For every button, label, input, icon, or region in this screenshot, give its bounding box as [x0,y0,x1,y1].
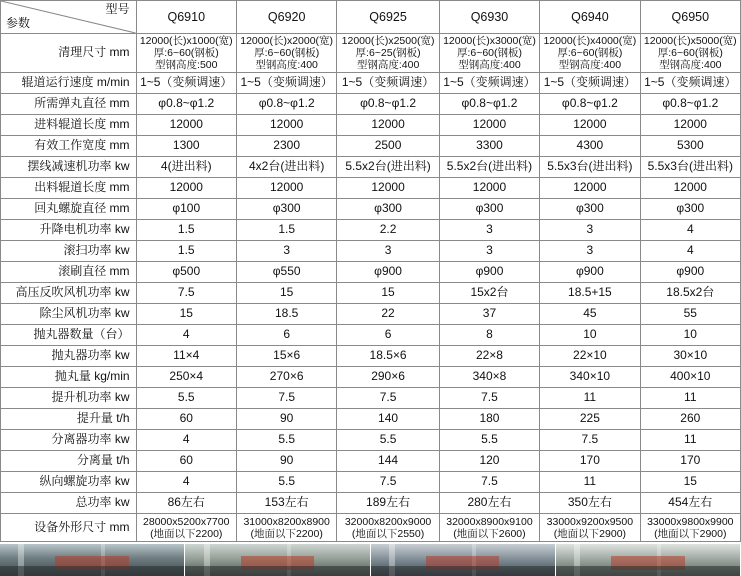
cell-r1-c1: 1~5（变频调速） [236,73,336,94]
photo-strip [0,544,741,576]
row-label: 进料辊道长度 mm [1,115,137,136]
cell-r13-c1: 6 [236,325,336,346]
table-row [1,325,741,346]
cell-r6-c5: 12000 [640,178,740,199]
cell-r9-c1: 3 [236,241,336,262]
cell-r17-c5: 260 [640,409,740,430]
model-header-0: Q6910 [136,1,236,34]
table-row [1,157,741,178]
cell-r22-c3: 32000x8900x9100 (地面以下2600) [439,514,539,542]
table-row [1,451,741,472]
cell-r21-c4: 350左右 [540,493,640,514]
row-label: 有效工作宽度 mm [1,136,137,157]
cell-r15-c4: 340×10 [540,367,640,388]
table-row [1,283,741,304]
cell-r20-c0: 4 [136,472,236,493]
cell-r5-c1: 4x2台(进出料) [236,157,336,178]
cell-r5-c3: 5.5x2台(进出料) [439,157,539,178]
cell-r4-c1: 2300 [236,136,336,157]
cell-r10-c4: φ900 [540,262,640,283]
cell-r6-c4: 12000 [540,178,640,199]
cell-r18-c3: 5.5 [439,430,539,451]
cell-r19-c3: 120 [439,451,539,472]
cell-r6-c3: 12000 [439,178,539,199]
cell-r16-c4: 11 [540,388,640,409]
row-label: 分离器功率 kw [1,430,137,451]
cell-r22-c1: 31000x8200x8900 (地面以下2200) [236,514,336,542]
table-row [1,409,741,430]
cell-r22-c2: 32000x8200x9000 (地面以下2550) [337,514,439,542]
cell-r0-c3: 12000(长)x3000(宽) 厚:6~60(钢板) 型钢高度:400 [439,34,539,73]
row-label: 抛丸器数量（台） [1,325,137,346]
model-header-2: Q6925 [337,1,439,34]
cell-r21-c5: 454左右 [640,493,740,514]
cell-r17-c1: 90 [236,409,336,430]
cell-r13-c3: 8 [439,325,539,346]
cell-r18-c0: 4 [136,430,236,451]
cell-r22-c4: 33000x9200x9500 (地面以下2900) [540,514,640,542]
table-row [1,73,741,94]
cell-r7-c1: φ300 [236,199,336,220]
model-header-3: Q6930 [439,1,539,34]
cell-r11-c5: 18.5x2台 [640,283,740,304]
shot-blasting-machine-photo-3 [371,544,556,576]
cell-r3-c0: 12000 [136,115,236,136]
cell-r21-c3: 280左右 [439,493,539,514]
cell-r14-c3: 22×8 [439,346,539,367]
corner-model-label: 型号 [105,2,130,16]
row-label: 滚刷直径 mm [1,262,137,283]
cell-r4-c3: 3300 [439,136,539,157]
cell-r11-c0: 7.5 [136,283,236,304]
cell-r10-c2: φ900 [337,262,439,283]
table-row [1,136,741,157]
cell-r5-c0: 4(进出料) [136,157,236,178]
cell-r16-c2: 7.5 [337,388,439,409]
cell-r7-c0: φ100 [136,199,236,220]
cell-r18-c1: 5.5 [236,430,336,451]
cell-r5-c2: 5.5x2台(进出料) [337,157,439,178]
cell-r7-c2: φ300 [337,199,439,220]
row-label: 摆线减速机功率 kw [1,157,137,178]
cell-r6-c0: 12000 [136,178,236,199]
row-label: 提升量 t/h [1,409,137,430]
cell-r13-c5: 10 [640,325,740,346]
row-label: 纵向螺旋功率 kw [1,472,137,493]
row-label: 除尘风机功率 kw [1,304,137,325]
cell-r13-c2: 6 [337,325,439,346]
row-label: 出料辊道长度 mm [1,178,137,199]
cell-r16-c0: 5.5 [136,388,236,409]
cell-r9-c4: 3 [540,241,640,262]
cell-r12-c1: 18.5 [236,304,336,325]
cell-r7-c3: φ300 [439,199,539,220]
cell-r17-c4: 225 [540,409,640,430]
table-row [1,514,741,542]
cell-r22-c0: 28000x5200x7700 (地面以下2200) [136,514,236,542]
cell-r7-c5: φ300 [640,199,740,220]
cell-r15-c5: 400×10 [640,367,740,388]
cell-r8-c2: 2.2 [337,220,439,241]
cell-r17-c3: 180 [439,409,539,430]
model-header-4: Q6940 [540,1,640,34]
row-label: 分离量 t/h [1,451,137,472]
row-label: 辊道运行速度 m/min [1,73,137,94]
cell-r19-c5: 170 [640,451,740,472]
table-row [1,94,741,115]
table-row [1,472,741,493]
cell-r3-c5: 12000 [640,115,740,136]
table-row [1,178,741,199]
cell-r8-c0: 1.5 [136,220,236,241]
cell-r14-c5: 30×10 [640,346,740,367]
cell-r11-c3: 15x2台 [439,283,539,304]
cell-r17-c2: 140 [337,409,439,430]
cell-r15-c3: 340×8 [439,367,539,388]
cell-r11-c4: 18.5+15 [540,283,640,304]
cell-r13-c4: 10 [540,325,640,346]
table-row [1,199,741,220]
row-label: 所需弹丸直径 mm [1,94,137,115]
cell-r12-c3: 37 [439,304,539,325]
row-label: 抛丸量 kg/min [1,367,137,388]
cell-r2-c0: φ0.8~φ1.2 [136,94,236,115]
table-row [1,262,741,283]
row-label: 抛丸器功率 kw [1,346,137,367]
cell-r20-c4: 11 [540,472,640,493]
cell-r10-c0: φ500 [136,262,236,283]
cell-r14-c0: 11×4 [136,346,236,367]
cell-r8-c5: 4 [640,220,740,241]
cell-r4-c0: 1300 [136,136,236,157]
cell-r18-c2: 5.5 [337,430,439,451]
cell-r12-c2: 22 [337,304,439,325]
shot-blasting-machine-photo-1 [0,544,185,576]
cell-r18-c4: 7.5 [540,430,640,451]
cell-r11-c2: 15 [337,283,439,304]
table-row [1,220,741,241]
cell-r6-c2: 12000 [337,178,439,199]
table-row [1,430,741,451]
cell-r16-c3: 7.5 [439,388,539,409]
cell-r3-c3: 12000 [439,115,539,136]
table-header-row [1,1,741,34]
cell-r19-c4: 170 [540,451,640,472]
cell-r8-c3: 3 [439,220,539,241]
cell-r5-c4: 5.5x3台(进出料) [540,157,640,178]
cell-r16-c5: 11 [640,388,740,409]
cell-r8-c1: 1.5 [236,220,336,241]
cell-r8-c4: 3 [540,220,640,241]
row-label: 清理尺寸 mm [1,34,137,73]
cell-r4-c4: 4300 [540,136,640,157]
table-row [1,241,741,262]
cell-r3-c2: 12000 [337,115,439,136]
cell-r2-c1: φ0.8~φ1.2 [236,94,336,115]
table-row [1,388,741,409]
row-label: 回丸螺旋直径 mm [1,199,137,220]
cell-r2-c2: φ0.8~φ1.2 [337,94,439,115]
cell-r6-c1: 12000 [236,178,336,199]
shot-blasting-machine-photo-2 [185,544,370,576]
row-label: 设备外形尺寸 mm [1,514,137,542]
table-row [1,34,741,73]
corner-header-cell [1,1,137,34]
model-header-1: Q6920 [236,1,336,34]
cell-r12-c4: 45 [540,304,640,325]
cell-r0-c2: 12000(长)x2500(宽) 厚:6~25(钢板) 型钢高度:400 [337,34,439,73]
cell-r1-c0: 1~5（变频调速） [136,73,236,94]
cell-r9-c3: 3 [439,241,539,262]
cell-r10-c3: φ900 [439,262,539,283]
cell-r4-c5: 5300 [640,136,740,157]
cell-r3-c4: 12000 [540,115,640,136]
cell-r1-c2: 1~5（变频调速） [337,73,439,94]
cell-r7-c4: φ300 [540,199,640,220]
cell-r5-c5: 5.5x3台(进出料) [640,157,740,178]
cell-r21-c2: 189左右 [337,493,439,514]
table-row [1,346,741,367]
cell-r18-c5: 11 [640,430,740,451]
table-row [1,367,741,388]
cell-r9-c0: 1.5 [136,241,236,262]
row-label: 总功率 kw [1,493,137,514]
cell-r21-c0: 86左右 [136,493,236,514]
cell-r13-c0: 4 [136,325,236,346]
cell-r14-c2: 18.5×6 [337,346,439,367]
cell-r4-c2: 2500 [337,136,439,157]
cell-r0-c0: 12000(长)x1000(宽) 厚:6~60(钢板) 型钢高度:500 [136,34,236,73]
cell-r15-c2: 290×6 [337,367,439,388]
corner-param-label: 参数 [6,16,31,31]
cell-r21-c1: 153左右 [236,493,336,514]
cell-r11-c1: 15 [236,283,336,304]
cell-r0-c4: 12000(长)x4000(宽) 厚:6~60(钢板) 型钢高度:400 [540,34,640,73]
table-row [1,493,741,514]
cell-r2-c4: φ0.8~φ1.2 [540,94,640,115]
cell-r16-c1: 7.5 [236,388,336,409]
row-label: 高压反吹风机功率 kw [1,283,137,304]
cell-r22-c5: 33000x9800x9900 (地面以下2900) [640,514,740,542]
cell-r19-c1: 90 [236,451,336,472]
cell-r19-c0: 60 [136,451,236,472]
cell-r2-c5: φ0.8~φ1.2 [640,94,740,115]
cell-r10-c1: φ550 [236,262,336,283]
cell-r15-c0: 250×4 [136,367,236,388]
cell-r20-c5: 15 [640,472,740,493]
cell-r14-c1: 15×6 [236,346,336,367]
table-body [1,34,741,542]
cell-r19-c2: 144 [337,451,439,472]
cell-r20-c3: 7.5 [439,472,539,493]
cell-r3-c1: 12000 [236,115,336,136]
shot-blasting-machine-photo-4 [556,544,741,576]
cell-r10-c5: φ900 [640,262,740,283]
row-label: 升降电机功率 kw [1,220,137,241]
cell-r20-c1: 5.5 [236,472,336,493]
cell-r12-c0: 15 [136,304,236,325]
row-label: 滚扫功率 kw [1,241,137,262]
cell-r9-c5: 4 [640,241,740,262]
cell-r9-c2: 3 [337,241,439,262]
cell-r20-c2: 7.5 [337,472,439,493]
table-row [1,304,741,325]
cell-r1-c3: 1~5（变频调速） [439,73,539,94]
cell-r14-c4: 22×10 [540,346,640,367]
cell-r0-c5: 12000(长)x5000(宽) 厚:6~60(钢板) 型钢高度:400 [640,34,740,73]
cell-r1-c5: 1~5（变频调速） [640,73,740,94]
cell-r0-c1: 12000(长)x2000(宽) 厚:6~60(钢板) 型钢高度:400 [236,34,336,73]
cell-r12-c5: 55 [640,304,740,325]
cell-r17-c0: 60 [136,409,236,430]
row-label: 提升机功率 kw [1,388,137,409]
cell-r1-c4: 1~5（变频调速） [540,73,640,94]
cell-r2-c3: φ0.8~φ1.2 [439,94,539,115]
model-header-5: Q6950 [640,1,740,34]
cell-r15-c1: 270×6 [236,367,336,388]
table-row [1,115,741,136]
